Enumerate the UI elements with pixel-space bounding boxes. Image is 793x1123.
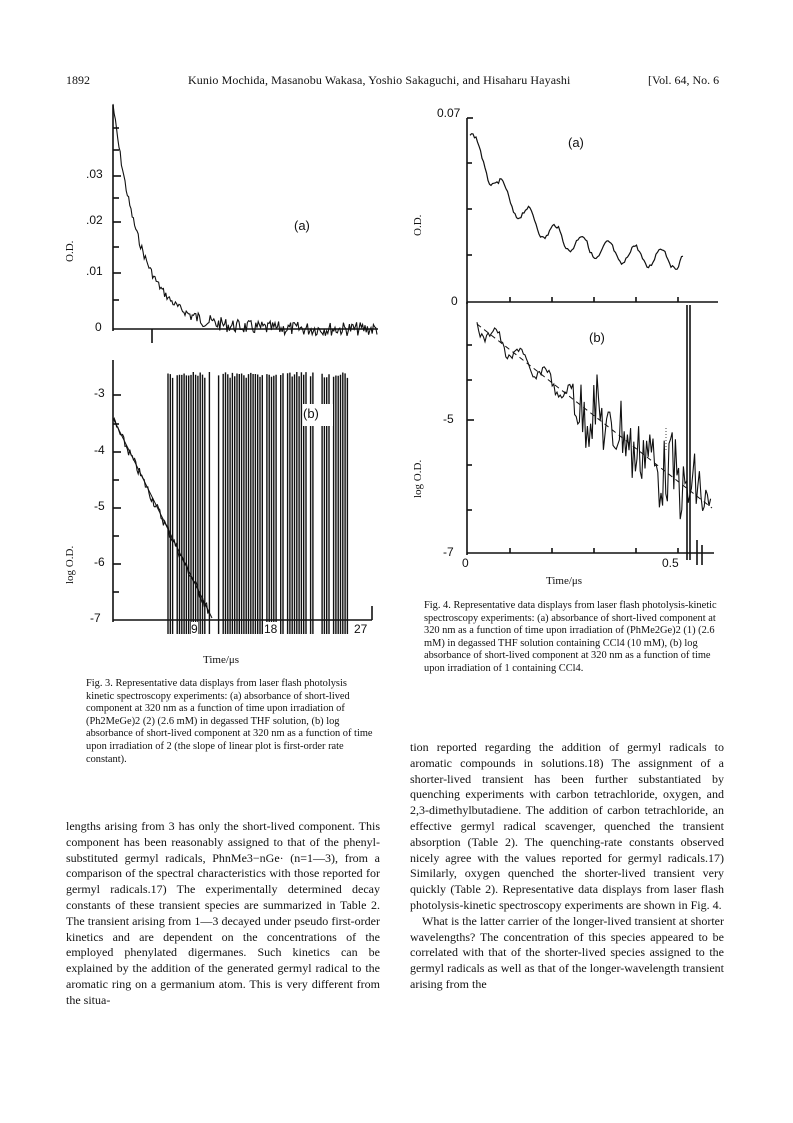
page-number: 1892 — [66, 73, 90, 87]
fig4-panel-b-label: (b) — [589, 330, 605, 345]
fig4-xlabel: Time/μs — [546, 575, 583, 587]
left-paragraph: lengths arising from 3 has only the short-lived component. This component has been reasonably assigned to that of the phenyl-substituted germyl radicals, PhnMe3−nGe· (n=1—3), from a comparison of the spectral characteristics with those reported for germyl radicals.17) The experimentally determined decay constants of these transient species are summarized in Table 2. The transient arising from 1—3 decayed under pseudo first-order kinetics and are dependent on the concentrations of the employed phenylated digermanes. Such kinetics can be explained by the addition of the generated germyl radical to the aromatic ring on a germanium atom. This is very different from the situa- — [66, 819, 380, 1007]
fig3-xtick-27: 27 — [354, 622, 368, 636]
fig4-ylabel-a: O.D. — [412, 214, 424, 236]
fig4-caption-text: Representative data displays from laser flash photolysis-kinetic spectroscopy experiments: (a) absorbance of short-lived component at 320 nm as a function of time upon irradiation of (PhMe2Ge)2 (1) (2.6 mM) in degassed THF solution containing CCl4 (10 mM), (b) log absorbance of short-lived component at 320 nm as a function of time upon irradiation of 1 containing CCl4. — [424, 600, 717, 674]
fig4-xtick-0: 0 — [462, 556, 469, 570]
fig4-b-fit-line — [477, 324, 712, 508]
fig3-a-decay-trace — [113, 104, 377, 336]
fig3-caption — [86, 678, 376, 766]
fig3-ytick-02: .02 — [86, 213, 103, 227]
fig3-xlabel: Time/μs — [203, 654, 240, 666]
fig3-ytick-m6: -6 — [94, 555, 105, 569]
fig3-ytick-01: .01 — [86, 264, 103, 278]
fig4-xtick-05: 0.5 — [662, 556, 679, 570]
right-column-text — [410, 740, 724, 993]
fig3-xtick-9: 9 — [191, 622, 198, 636]
fig3-ytick-m7: -7 — [90, 611, 101, 625]
right-paragraph-1: tion reported regarding the addition of germyl radicals to aromatic compounds in solutions.18) The assignment of a shorter-lived transient has been further substantiated by quenching experiments with carbon tetrachloride, oxygen, and 2,3-dimethylbutadiene. The addition of carbon tetrachloride, an effective germyl radical scavenger, quenched the transient absorption (Table 2). The quenching-rate constants observed nicely agree with the values reported for germyl radicals.17) Similarly, oxygen quenched the shorter-lived transient very quickly (Table 2). Representative data displays from laser flash photolysis-kinetic spectroscopy experiments are shown in Fig. 4. — [410, 740, 724, 912]
fig4-ytick-m5: -5 — [443, 412, 454, 426]
fig4-ytick-m7: -7 — [443, 545, 454, 559]
fig3-panel-a-label: (a) — [294, 218, 310, 233]
fig3-panel-b-label: (b) — [303, 406, 319, 421]
fig4-ytick-007: 0.07 — [437, 106, 461, 120]
fig3-b-fit-line — [113, 418, 212, 618]
fig3-ytick-03: .03 — [86, 167, 103, 181]
fig3-ytick-m3: -3 — [94, 386, 105, 400]
fig3-ytick-m4: -4 — [94, 443, 105, 457]
running-header-authors: Kunio Mochida, Masanobu Wakasa, Yoshio Sakaguchi, and Hisaharu Hayashi — [188, 73, 571, 87]
fig3-a-axes — [113, 105, 378, 343]
fig4-a-decay-trace — [470, 134, 683, 270]
fig4-a-axes — [467, 118, 718, 304]
fig4-caption-title: Fig. 4. — [424, 600, 451, 611]
fig3-ylabel-a: O.D. — [64, 240, 76, 262]
fig4-ytick-0: 0 — [451, 294, 458, 308]
right-paragraph-2: What is the latter carrier of the longer-lived transient at shorter wavelengths? The concentration of this species appeared to be correlated with that of the shorter-lived species assigned to the germyl radicals as well as that of the longer-wavelength transient arising from the — [410, 913, 724, 991]
fig4-b-log-trace — [477, 322, 711, 519]
fig4-panel-a-label: (a) — [568, 135, 584, 150]
fig3-ytick-0: 0 — [95, 320, 102, 334]
fig3-caption-text: Representative data displays from laser flash photolysis kinetic spectroscopy experiments: (a) absorbance of short-lived component at 320 nm as a function of time upon irradiation of (Ph2MeGe)2 (2) (2.6 mM) in degassed THF solution, (b) log absorbance of short-lived component at 320 nm as a function of time upon irradiation of 2 (the slope of linear plot is first-order rate constant). — [86, 678, 373, 765]
fig3-ylabel-b: log O.D. — [64, 545, 76, 584]
fig3-ytick-m5: -5 — [94, 499, 105, 513]
fig4-ylabel-b: log O.D. — [412, 459, 424, 498]
fig3-caption-title: Fig. 3. — [86, 678, 113, 689]
fig3-xtick-18: 18 — [264, 622, 278, 636]
fig4-caption — [424, 600, 720, 676]
left-column-text — [66, 819, 380, 1009]
running-header-volume: [Vol. 64, No. 6 — [648, 73, 720, 87]
